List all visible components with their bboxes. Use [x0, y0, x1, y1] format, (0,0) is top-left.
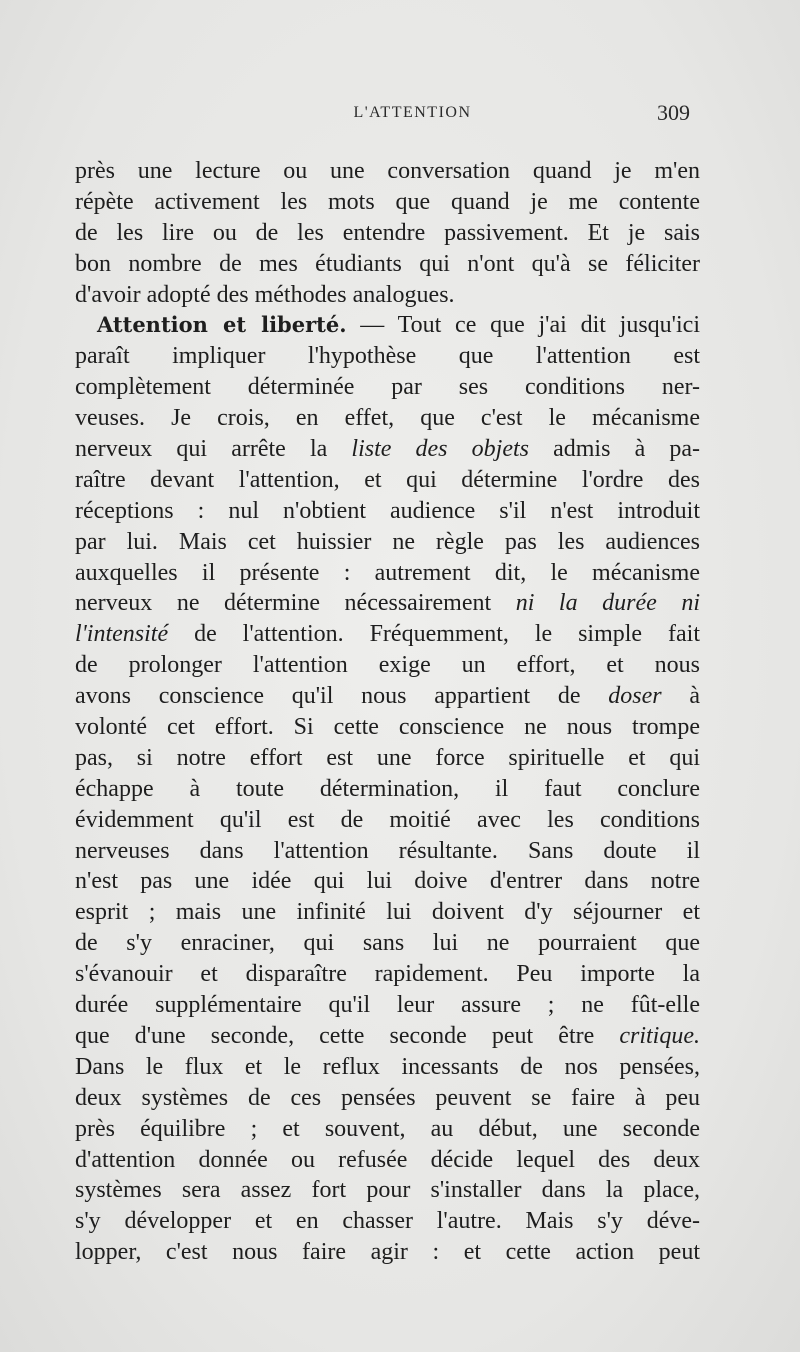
section-heading: Attention et liberté.	[97, 312, 347, 338]
text-line: de prolonger l'attention exige un effort, et nous	[75, 652, 700, 679]
text-line: raître devant l'attention, et qui détermine l'ordre des	[75, 466, 700, 493]
italic-run: ni la durée ni	[515, 590, 700, 617]
italic-run: critique.	[619, 1022, 700, 1049]
text-line: volonté cet effort. Si cette conscience ne nous trompe	[75, 714, 700, 741]
page-number: 309	[657, 100, 690, 125]
text-line: réceptions : nul n'obtient audience s'il n'est introduit	[75, 497, 700, 524]
text-line: par lui. Mais cet huissier ne règle pas les audiences	[75, 528, 700, 555]
text-line: bon nombre de mes étudiants qui n'ont qu'à se féliciter	[75, 250, 700, 277]
text-line: s'y développer et en chasser l'autre. Mais s'y déve-	[75, 1208, 700, 1235]
body-text	[75, 156, 700, 1268]
text-line: échappe à toute détermination, il faut conclure	[75, 775, 700, 802]
italic-run: doser	[608, 683, 662, 710]
text-line: d'avoir adopté des méthodes analogues.	[75, 281, 455, 308]
text-line: évidemment qu'il est de moitié avec les conditions	[75, 806, 700, 833]
text-run: de l'attention. Fréquemment, le simple fait	[168, 621, 700, 648]
text-line	[75, 1021, 700, 1052]
text-run: nerveux qui arrête la	[75, 436, 352, 463]
text-run: à	[661, 683, 700, 710]
text-line: s'évanouir et disparaître rapidement. Peu importe la	[75, 961, 700, 988]
text-line: deux systèmes de ces pensées peuvent se faire à peu	[75, 1084, 700, 1111]
italic-run: l'intensité	[75, 621, 169, 648]
running-head	[75, 100, 690, 130]
text-run: avons conscience qu'il nous appartient de	[75, 683, 609, 710]
text-line: systèmes sera assez fort pour s'installer dans la place,	[75, 1177, 700, 1204]
text-line: d'attention donnée ou refusée décide lequel des deux	[75, 1146, 700, 1173]
running-title: L'ATTENTION	[353, 104, 472, 121]
text-run: nerveux ne détermine nécessairement	[75, 590, 516, 617]
text-line: nerveuses dans l'attention résultante. Sans doute il	[75, 837, 700, 864]
text-line: de les lire ou de les entendre passivement. Et je sais	[75, 219, 700, 246]
text-line: n'est pas une idée qui lui doive d'entrer dans notre	[75, 868, 700, 895]
text-line: pas, si notre effort est une force spirituelle et qui	[75, 744, 700, 771]
text-run: que d'une seconde, cette seconde peut être	[75, 1022, 620, 1049]
text-line: veuses. Je crois, en effet, que c'est le mécanisme	[75, 405, 700, 432]
text-line: Dans le flux et le reflux incessants de nos pensées,	[75, 1053, 700, 1080]
text-line: esprit ; mais une infinité lui doivent d'y séjourner et	[75, 899, 700, 926]
italic-run: liste des objets	[351, 436, 529, 463]
text-line: paraît impliquer l'hypothèse que l'attention est	[75, 343, 700, 370]
text-line	[75, 310, 700, 341]
text-line: répète activement les mots que quand je me contente	[75, 188, 700, 215]
text-line	[75, 588, 700, 619]
text-line: auxquelles il présente : autrement dit, le mécanisme	[75, 559, 700, 586]
text-line: complètement déterminée par ses conditions ner-	[75, 374, 700, 401]
text-line	[75, 619, 700, 650]
text-run: — Tout ce que j'ai dit jusqu'ici	[346, 312, 700, 339]
text-line	[75, 681, 700, 712]
text-line	[75, 434, 700, 465]
text-run: admis à pa-	[528, 436, 700, 463]
text-line: de s'y enraciner, qui sans lui ne pourraient que	[75, 930, 700, 957]
text-line: près une lecture ou une conversation quand je m'en	[75, 158, 700, 184]
text-line: lopper, c'est nous faire agir : et cette action peut	[75, 1239, 700, 1266]
text-line: durée supplémentaire qu'il leur assure ; ne fût-elle	[75, 992, 700, 1019]
text-line: près équilibre ; et souvent, au début, une seconde	[75, 1115, 700, 1142]
